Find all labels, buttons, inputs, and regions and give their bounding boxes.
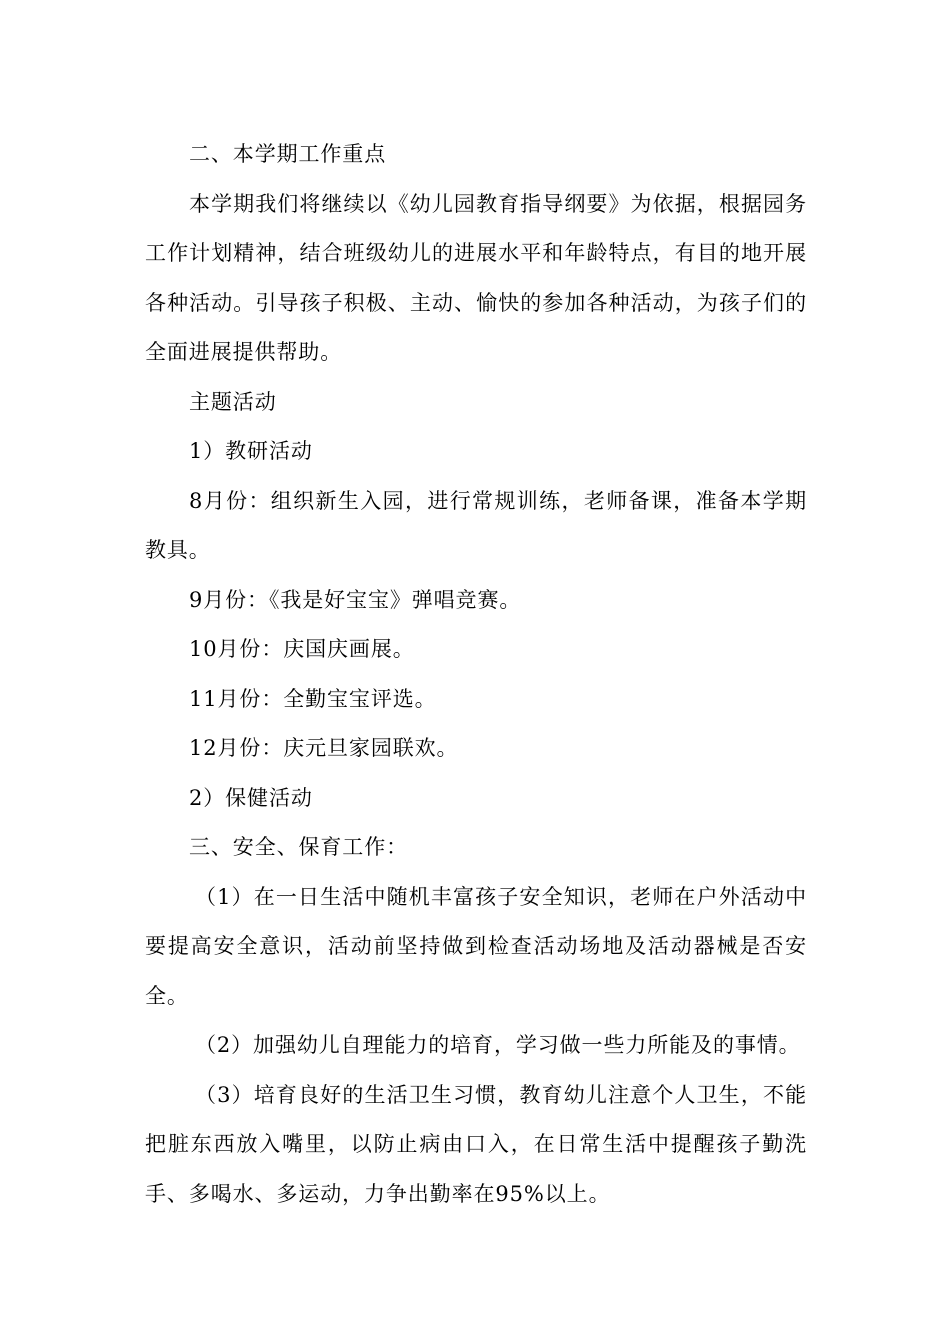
subheading-health-activities: 2）保健活动 bbox=[189, 785, 313, 810]
section-heading-work-focus: 二、本学期工作重点 bbox=[189, 142, 387, 166]
item-december: 12月份：庆元旦家园联欢。 bbox=[189, 736, 459, 760]
document-body bbox=[145, 130, 807, 1219]
safety-item-2: （2）加强幼儿自理能力的培育，学习做一些力所能及的事情。 bbox=[195, 1033, 801, 1057]
subheading-teaching-research: 1）教研活动 bbox=[189, 439, 313, 463]
item-november: 11月份：全勤宝宝评选。 bbox=[189, 686, 437, 711]
safety-item-1: （1）在一日生活中随机丰富孩子安全知识，老师在户外活动中要提高安全意识，活动前坚持做到检查活动场地及活动器械是否安全。 bbox=[145, 884, 807, 1008]
paragraph-intro: 本学期我们将继续以《幼儿园教育指导纲要》为依据，根据园务工作计划精神，结合班级幼儿的进展水平和年龄特点，有目的地开展各种活动。引导孩子积极、主动、愉快的参加各种活动，为孩子们的全面进展提供帮助。 bbox=[145, 191, 807, 364]
item-september: 9月份：《我是好宝宝》弹唱竞赛。 bbox=[189, 587, 522, 612]
subheading-theme-activities: 主题活动 bbox=[189, 389, 277, 414]
safety-item-3: （3）培育良好的生活卫生习惯，教育幼儿注意个人卫生，不能把脏东西放入嘴里，以防止病由口入，在日常生活中提醒孩子勤洗手、多喝水、多运动，力争出勤率在95%以上。 bbox=[145, 1082, 807, 1206]
item-october: 10月份：庆国庆画展。 bbox=[189, 637, 415, 661]
item-august: 8月份：组织新生入园，进行常规训练，老师备课，准备本学期教具。 bbox=[145, 488, 807, 562]
section-heading-safety-care: 三、安全、保育工作： bbox=[189, 835, 408, 859]
